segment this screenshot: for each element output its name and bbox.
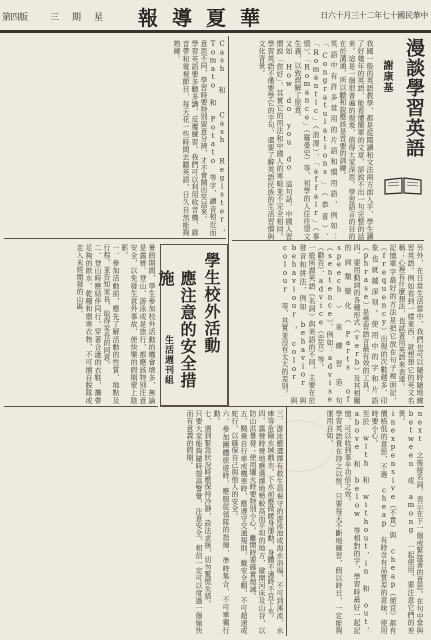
column-paragraph: 英語中有許多常用的片語和慣用語，例如：「Congratulations」（恭喜）、「Romantic」（浪漫）、「affair」（事情）、「Romance」（羅曼史）等，初學的人往往望文生義，以致誤解了原意。 — [294, 40, 338, 240]
article-headline-line1: 學生校外活動 — [202, 252, 221, 354]
column-paragraph: 四、要用動詞的各種形式（verb）及其相關的詞類變化（Parts of speech）來練習造句（sentence），例如：advise（勸告）、advice（忠告）等。 — [317, 244, 361, 404]
issue-label: 三 期 星 — [50, 13, 106, 23]
column-paragraph: Cash 和 Cash Register，Tomato 和 Potato 等字，讀音相近而意思不同，學習時要特別留意分辨，才不會鬧出笑話來。 — [200, 40, 226, 236]
issue-date: 日六十月三十二年七十國民華中 — [320, 11, 428, 20]
column-divider — [228, 36, 229, 406]
column-paragraph: 至於 with 和 without，in 和 out，above 和 below 等相對的字，學習時最好一起記憶，可以收到事半功倍之效。 — [344, 410, 370, 634]
section-divider — [4, 406, 158, 407]
column-paragraph: 我國一般的英語教學，都是從閱讀和文法兩方面入手，學生讀了好幾年的英語，能看懂簡單的文章，卻說不出一句完整的話來。這是一個很普遍的現象，值得大家深思。學習語言的目的在於溝通，所以聽和說應該是首要的訓練。 — [339, 40, 374, 240]
article-paragraph: 五、騎乘自行車或機車時，應遵守交通規則，戴安全帽，不可超速或蛇行，以確保自己與他人的安全。 — [231, 410, 248, 634]
column-paragraph: 又如 How do you do 這句話，中國人習慣說「您好」，其實它的用法和中國人的寒暄並不完全相同。學習英語不僅要學它的字句，還要了解英語民族的生活習慣與文化背景。 — [258, 40, 293, 240]
column-body-left — [4, 40, 226, 236]
column-body-middle — [232, 244, 424, 404]
page-number: 第四版 — [2, 13, 28, 23]
section-divider — [4, 238, 226, 239]
section-divider — [160, 406, 424, 407]
article-body-bottom — [4, 410, 284, 634]
article-paragraph: 一、參加活動前，應先了解活動的性質、地點及行程，並告知家長，取得家長的同意。 — [103, 244, 120, 404]
masthead-rule — [0, 32, 431, 33]
article-byline: 生活週刊組 — [163, 335, 173, 385]
book-icon — [383, 176, 423, 196]
article-paragraph: 三、游泳應選擇有救生員看守的游泳池或海水浴場，不可到溪流、水庫等危險水域戲水。下水前應做暖身運動，身體不適時不宜下水。 — [267, 410, 284, 634]
column-author: 謝康基 — [381, 60, 392, 93]
column-paragraph: 記憶單字最好的方法是把它放在句子裡面記，（frequency）出現的次數越多，印象也就越深刻。使用中的字和片語（phrase）是學習語言最有效的工具。 — [362, 244, 397, 404]
article-paragraph: 暑假期間，學生參加校外活動的機會增多，無論是露營、登山、游泳或是旅行，都應該特別注意安全，以免發生意外事故，使快樂的假期蒙上陰影。 — [121, 244, 156, 404]
faint-stamp-mark — [262, 420, 334, 472]
column-paragraph: 一般所謂英語（名詞）與美語的不同，主要在於發音和拼法，例如 behavior 與 behaviour，color 與 colour 等，其實並沒有太大的差別。 — [281, 244, 316, 404]
column-body-top — [230, 40, 374, 240]
column-paragraph: 學習英語貴在持之以恆，只要每天不斷地練習，假以時日，一定能夠運用自如。 — [326, 410, 343, 634]
article-paragraph: 只要大家能夠隨時提高警覺，注意安全，相信一定可以度過一個愉快而有意義的假期。 — [186, 410, 203, 634]
masthead — [0, 0, 431, 32]
column-title: 漫談學習英語 — [403, 38, 425, 158]
section-divider — [232, 240, 424, 241]
column-paragraph: 學習英語要多聽多講，反覆練習。我們可以利用收音機、錄音帶和電視節目，每天花一些時間去聽英語，日久自然能夠熟練。 — [173, 40, 199, 236]
article-paragraph: 六、參加團體旅遊時，應服從領隊的指揮，準時集合，不可單獨行動。 — [213, 410, 230, 634]
article-paragraph: 二、登山時應結伴同行，穿著合適的衣鞋，攜帶足夠的飲水、乾糧和禦寒衣物，不可擅自脫隊或走入未經開發的山區。 — [76, 244, 102, 404]
column-paragraph: next 之後接名詞，表示在下一個或緊接著的意思。在句中常與 between 或 among 一起使用，要注意它們的差異。 — [398, 410, 424, 634]
article-body-top — [4, 244, 156, 404]
article-headline-line2: 應注意的安全措施 — [156, 270, 197, 389]
article-paragraph: 四、露營時營地應選擇地勢較高而平坦的地方，避開河床及山谷，以防山洪暴發；使用爐火時要特別小心，離開時要確實熄滅。 — [249, 410, 266, 634]
column-paragraph: 另外，在日常生活當中，我們也可以隨時隨地練習英語。例如看到一樣東西，就想想它的英文名稱；心裡有什麼想法，也試著用英語來表達。 — [398, 244, 424, 404]
article-paragraph: 七、遇到緊急狀況時應保持冷靜，設法求援，切勿驚慌失措。 — [204, 410, 212, 608]
column-paragraph: inexpensive（不貴）與 cheap（便宜）都有價格低的意思，不過 cheap 有時含有品質差的意味，使用時要小心。 — [371, 410, 397, 634]
newspaper-title: 報導夏華 — [138, 6, 274, 30]
